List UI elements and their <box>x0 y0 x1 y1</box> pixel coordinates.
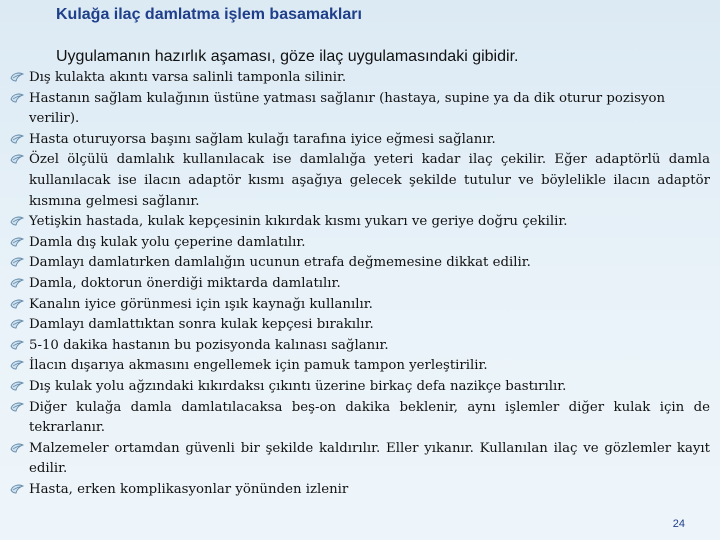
list-item-text: Diğer kulağa damla damlatılacaksa beş-on dakika beklenir, aynı işlemler diğer kulak için de tekrarlanır. <box>29 399 710 436</box>
list-item <box>10 150 710 212</box>
leaf-bullet-icon <box>10 237 24 249</box>
leaf-bullet-icon <box>10 340 24 352</box>
list-item-text: Damla dış kulak yolu çeperine damlatılır. <box>29 234 306 250</box>
leaf-bullet-icon <box>10 443 24 455</box>
leaf-bullet-icon <box>10 299 24 311</box>
leaf-bullet-icon <box>10 402 24 414</box>
list-item <box>10 233 710 254</box>
leaf-bullet-icon <box>10 134 24 146</box>
list-item-text: Hastanın sağlam kulağının üstüne yatması sağlanır (hastaya, supine ya da dik oturur pozisyon verilir). <box>29 90 666 127</box>
list-item <box>10 212 710 233</box>
list-item-text: Damla, doktorun önerdiği miktarda damlatılır. <box>29 275 341 291</box>
list-item <box>10 315 710 336</box>
slide-title: Kulağa ilaç damlatma işlem basamakları <box>56 6 362 23</box>
list-item-text: Yetişkin hastada, kulak kepçesinin kıkırdak kısmı yukarı ve geriye doğru çekilir. <box>29 214 568 230</box>
list-item <box>10 130 710 151</box>
list-item-text: Hasta oturuyorsa başını sağlam kulağı tarafına iyice eğmesi sağlanır. <box>29 131 496 147</box>
leaf-bullet-icon <box>10 257 24 269</box>
list-item-text: 5-10 dakika hastanın bu pozisyonda kalınası sağlanır. <box>29 337 389 353</box>
list-item-text: Dış kulak yolu ağzındaki kıkırdaksı çıkıntı üzerine birkaç defa nazikçe bastırılır. <box>29 378 567 394</box>
list-item-text: Dış kulakta akıntı varsa salinli tamponla silinir. <box>29 70 347 85</box>
leaf-bullet-icon <box>10 484 24 496</box>
leaf-bullet-icon <box>10 319 24 331</box>
list-item-text: Kanalın iyice görünmesi için ışık kaynağı kullanılır. <box>29 296 373 312</box>
list-item-text: Özel ölçülü damlalık kullanılacak ise damlalığa yeteri kadar ilaç çekilir. Eğer adaptörlü damla kullanılacak ise ilacın adaptör kısmı aşağıya gelecek şekilde tutulur ve böylelikle ilacın adaptör kısmına gelmesi sağlanır. <box>29 152 710 209</box>
leaf-bullet-icon <box>10 216 24 228</box>
leaf-bullet-icon <box>10 278 24 290</box>
list-item <box>10 274 710 295</box>
steps-list <box>10 68 710 500</box>
page-number: 24 <box>672 518 685 530</box>
leaf-bullet-icon <box>10 381 24 393</box>
list-item <box>10 295 710 316</box>
list-item <box>10 356 710 377</box>
list-item <box>10 336 710 357</box>
list-item <box>10 68 710 89</box>
list-item-text: Hasta, erken komplikasyonlar yönünden izlenir <box>29 481 349 497</box>
leaf-bullet-icon <box>10 154 24 166</box>
list-item-text: Malzemeler ortamdan güvenli bir şekilde kaldırılır. Eller yıkanır. Kullanılan ilaç ve gözlemler kayıt edilir. <box>29 440 710 477</box>
list-item <box>10 377 710 398</box>
list-item-text: Damlayı damlattıktan sonra kulak kepçesi bırakılır. <box>29 317 374 333</box>
leaf-bullet-icon <box>10 360 24 372</box>
list-item <box>10 253 710 274</box>
list-item-text: İlacın dışarıya akmasını engellemek için pamuk tampon yerleştirilir. <box>29 358 488 374</box>
leaf-bullet-icon <box>10 93 24 105</box>
list-item <box>10 439 710 480</box>
list-item <box>10 398 710 439</box>
list-item-text: Damlayı damlatırken damlalığın ucunun etrafa değmemesine dikkat edilir. <box>29 255 531 271</box>
list-item <box>10 89 710 130</box>
slide-subtitle: Uygulamanın hazırlık aşaması, göze ilaç uygulamasındaki gibidir. <box>56 48 519 65</box>
leaf-bullet-icon <box>10 72 24 84</box>
list-item <box>10 480 710 501</box>
